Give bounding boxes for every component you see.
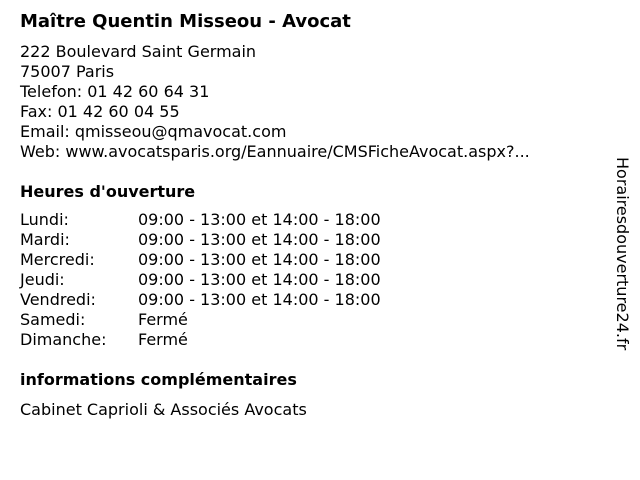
- hours-time-value: 09:00 - 13:00 et 14:00 - 18:00: [138, 210, 381, 229]
- phone-number: Telefon: 01 42 60 64 31: [20, 82, 210, 101]
- hours-day-label: Mardi:: [20, 230, 70, 249]
- hours-time-value: 09:00 - 13:00 et 14:00 - 18:00: [138, 230, 381, 249]
- hours-time-value: Fermé: [138, 330, 188, 349]
- hours-day-label: Jeudi:: [20, 270, 65, 289]
- email-address: Email: qmisseou@qmavocat.com: [20, 122, 287, 141]
- hours-row-monday: [20, 210, 600, 230]
- hours-day-label: Vendredi:: [20, 290, 96, 309]
- hours-day-label: Dimanche:: [20, 330, 107, 349]
- site-watermark: [610, 134, 634, 374]
- hours-day-label: Lundi:: [20, 210, 69, 229]
- website-link[interactable]: Web: www.avocatsparis.org/Eannuaire/CMSFicheAvocat.aspx?...: [20, 142, 530, 161]
- page-title: Maître Quentin Misseou - Avocat: [20, 11, 351, 32]
- hours-day-label: Mercredi:: [20, 250, 95, 269]
- hours-row-thursday: [20, 270, 600, 290]
- hours-row-saturday: [20, 310, 600, 330]
- contact-block: [20, 42, 600, 162]
- hours-row-friday: [20, 290, 600, 310]
- fax-number: Fax: 01 42 60 04 55: [20, 102, 180, 121]
- watermark-text: Horairesdouverture24.fr: [613, 157, 632, 351]
- street-address: 222 Boulevard Saint Germain: [20, 42, 257, 61]
- listing-card: [20, 10, 600, 420]
- hours-row-sunday: [20, 330, 600, 350]
- info-title: informations complémentaires: [20, 370, 297, 389]
- hours-time-value: Fermé: [138, 310, 188, 329]
- hours-title: Heures d'ouverture: [20, 182, 196, 201]
- hours-time-value: 09:00 - 13:00 et 14:00 - 18:00: [138, 290, 381, 309]
- hours-day-label: Samedi:: [20, 310, 86, 329]
- hours-table: [20, 210, 600, 350]
- hours-time-value: 09:00 - 13:00 et 14:00 - 18:00: [138, 270, 381, 289]
- hours-row-wednesday: [20, 250, 600, 270]
- city-postcode: 75007 Paris: [20, 62, 115, 81]
- hours-row-tuesday: [20, 230, 600, 250]
- info-text: Cabinet Caprioli & Associés Avocats: [20, 400, 307, 419]
- hours-time-value: 09:00 - 13:00 et 14:00 - 18:00: [138, 250, 381, 269]
